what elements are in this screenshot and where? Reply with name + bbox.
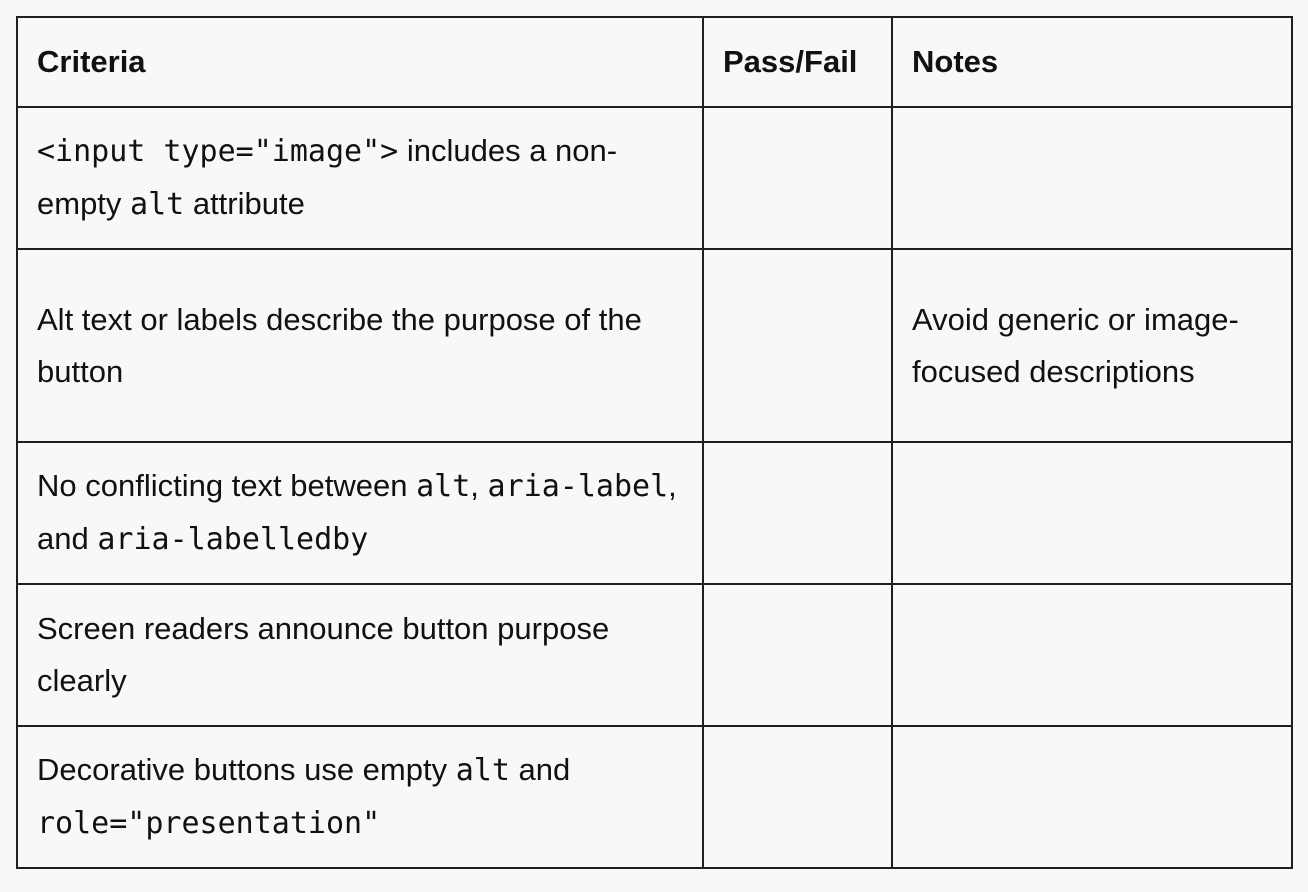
- criteria-text: attribute: [184, 186, 305, 221]
- criteria-cell: [17, 442, 703, 584]
- pass-fail-cell: [703, 442, 892, 584]
- criteria-text: Alt text or labels describe the purpose of the button: [37, 301, 642, 389]
- pass-fail-cell: [703, 726, 892, 868]
- table-row: [17, 726, 1292, 868]
- criteria-text: No conflicting text between: [37, 468, 417, 503]
- criteria-text: Screen readers announce button purpose clearly: [37, 611, 610, 698]
- accessibility-checklist-table: [16, 16, 1293, 869]
- notes-cell: [892, 726, 1292, 868]
- table-row: [17, 442, 1292, 584]
- criteria-cell: [17, 584, 703, 726]
- inline-code: role="presentation": [37, 806, 381, 841]
- criteria-text: includes a non-empty: [37, 133, 618, 221]
- pass-fail-cell: [703, 249, 892, 442]
- pass-fail-cell: [703, 584, 892, 726]
- notes-cell: [892, 107, 1292, 249]
- inline-code: alt: [416, 469, 471, 504]
- criteria-cell: [17, 249, 703, 442]
- criteria-cell: [17, 726, 703, 868]
- notes-column-header: Notes: [892, 17, 1292, 107]
- notes-cell: [892, 442, 1292, 584]
- criteria-text: Decorative buttons use empty: [37, 752, 456, 787]
- criteria-text: ,: [470, 468, 488, 503]
- criteria-text: , and: [37, 468, 677, 556]
- notes-cell: Avoid generic or image-focused descriptions: [892, 249, 1292, 442]
- table-row: [17, 107, 1292, 249]
- table-row: [17, 584, 1292, 726]
- inline-code: aria-label: [487, 469, 669, 504]
- criteria-text: and: [509, 752, 571, 787]
- pass-fail-column-header: Pass/Fail: [703, 17, 892, 107]
- criteria-column-header: Criteria: [17, 17, 703, 107]
- inline-code: <input type="image">: [37, 134, 399, 169]
- table-header-row: [17, 17, 1292, 107]
- notes-cell: [892, 584, 1292, 726]
- table-row: [17, 249, 1292, 442]
- inline-code: alt: [455, 753, 510, 788]
- inline-code: aria-labelledby: [97, 522, 369, 557]
- inline-code: alt: [130, 187, 185, 222]
- pass-fail-cell: [703, 107, 892, 249]
- criteria-cell: [17, 107, 703, 249]
